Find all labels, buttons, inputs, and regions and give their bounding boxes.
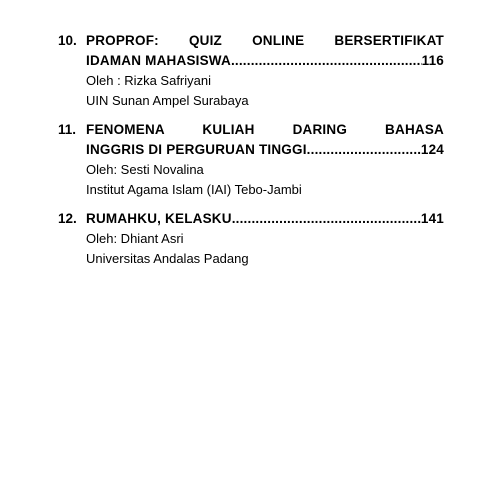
entry-title-text: RUMAHKU, KELASKU xyxy=(86,211,232,226)
entry-author: Oleh : Rizka Safriyani xyxy=(86,73,211,88)
entry-title-line2 xyxy=(86,51,444,71)
entry-author: Oleh: Sesti Novalina xyxy=(86,162,204,177)
entry-title-text: IDAMAN MAHASISWA xyxy=(86,53,231,68)
entry-number: 12. xyxy=(58,211,77,226)
table-of-contents xyxy=(58,31,444,278)
entry-title-line2 xyxy=(86,140,444,160)
toc-entry-11 xyxy=(58,120,444,200)
dot-leader xyxy=(231,51,422,71)
entry-title-line1 xyxy=(86,209,444,229)
dot-leader xyxy=(232,209,421,229)
entry-title-line1: PROPROF: QUIZ ONLINE BERSERTIFIKAT xyxy=(86,33,444,48)
entry-number: 11. xyxy=(58,122,77,137)
entry-author: Oleh: Dhiant Asri xyxy=(86,231,184,246)
entry-body xyxy=(86,31,444,111)
dot-leader xyxy=(307,140,421,160)
entry-body xyxy=(86,209,444,269)
entry-page-number: 116 xyxy=(421,53,444,68)
entry-institution: UIN Sunan Ampel Surabaya xyxy=(86,93,249,108)
entry-body xyxy=(86,120,444,200)
entry-number: 10. xyxy=(58,33,77,48)
entry-institution: Universitas Andalas Padang xyxy=(86,251,249,266)
entry-title-text: INGGRIS DI PERGURUAN TINGGI xyxy=(86,142,307,157)
entry-page-number: 124 xyxy=(420,142,444,157)
entry-page-number: 141 xyxy=(420,211,444,226)
toc-entry-10 xyxy=(58,31,444,111)
toc-entry-12 xyxy=(58,209,444,269)
entry-title-line1: FENOMENA KULIAH DARING BAHASA xyxy=(86,122,444,137)
entry-institution: Institut Agama Islam (IAI) Tebo-Jambi xyxy=(86,182,302,197)
